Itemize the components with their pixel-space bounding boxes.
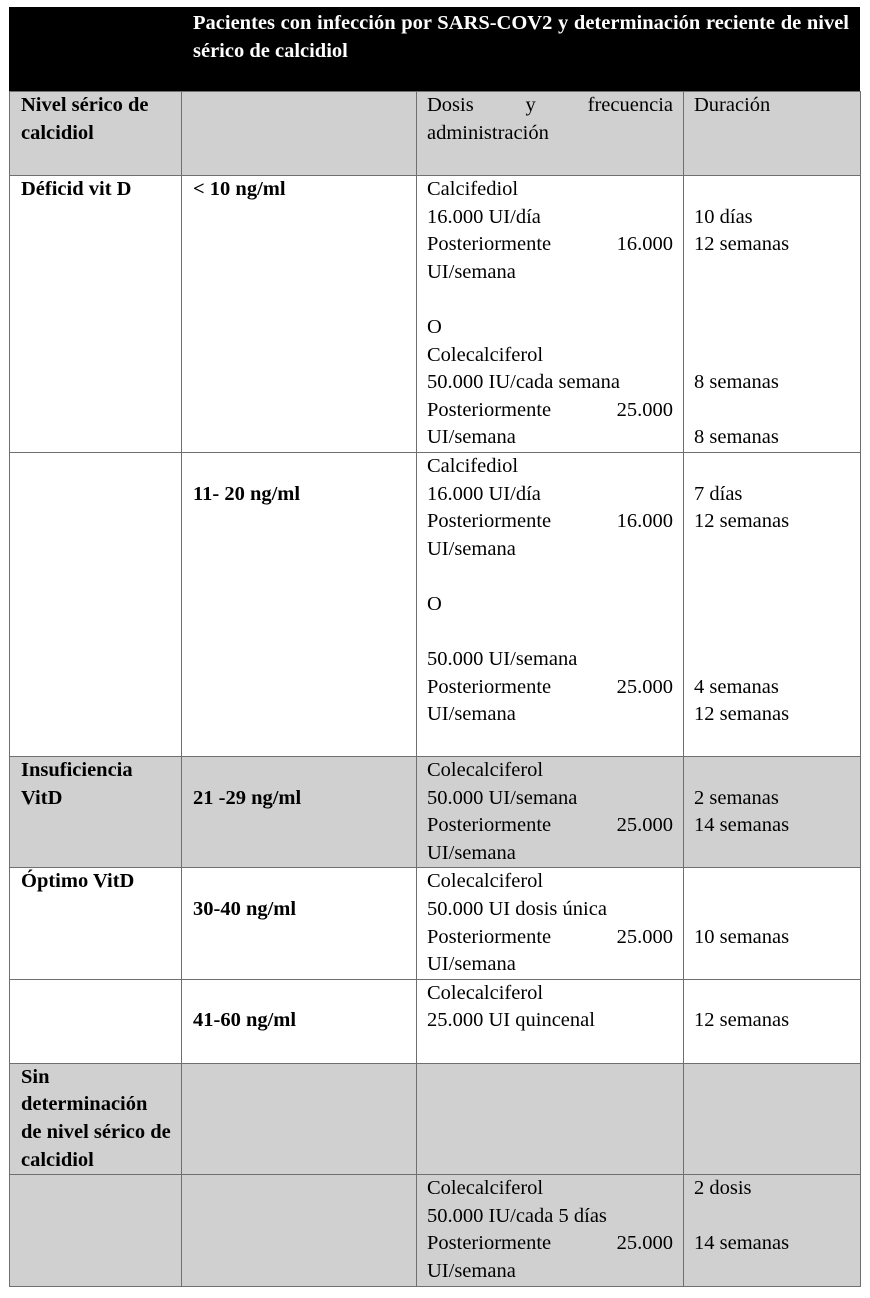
- duration-blank: [694, 619, 860, 647]
- dose-blank: [427, 563, 673, 591]
- duration-blank: [694, 286, 860, 314]
- empty-cell: [417, 1063, 684, 1174]
- dose-line-justified: [427, 1230, 673, 1258]
- dose-cell: [417, 1175, 684, 1287]
- dose-line: UI/semana: [427, 841, 516, 864]
- table-title: Pacientes con infección por SARS-COV2 y determinación reciente de nivel sérico de calcidiol: [193, 12, 849, 62]
- category-insufficiency: Insuficiencia VitD: [10, 757, 182, 868]
- dose-word: 25.000: [616, 1232, 673, 1255]
- dose-word: Posteriormente: [427, 675, 552, 698]
- range-cell: [182, 979, 417, 1063]
- table-row: [10, 176, 861, 453]
- empty-cell: [182, 1175, 417, 1287]
- duration-cell: [684, 453, 861, 757]
- dose-line: 50.000 UI dosis única: [427, 897, 607, 920]
- duration-line: 10 semanas: [694, 925, 790, 948]
- dose-line: Colecalciferol: [427, 759, 544, 781]
- empty-cell: [684, 1063, 861, 1174]
- dose-word: Posteriormente: [427, 510, 552, 533]
- table-row: [10, 868, 861, 979]
- dose-word: 25.000: [616, 925, 673, 948]
- empty-cell: [10, 1175, 182, 1287]
- empty-cell: [182, 1063, 417, 1174]
- dose-line-justified: [427, 231, 673, 259]
- dose-word: Posteriormente: [427, 814, 552, 837]
- dose-word: 25.000: [616, 814, 673, 837]
- table-row: [10, 453, 861, 757]
- dose-line-justified: [427, 397, 673, 425]
- dose-blank: [427, 286, 673, 314]
- duration-line: 7 días: [694, 482, 743, 505]
- duration-line: 2 dosis: [694, 1177, 752, 1200]
- dose-line: O: [427, 592, 442, 615]
- duration-line: 10 días: [694, 205, 753, 228]
- dose-line: 16.000 UI/día: [427, 205, 541, 228]
- range-21-29: 21 -29 ng/ml: [193, 786, 302, 809]
- dose-word: Posteriormente: [427, 233, 552, 256]
- duration-blank: [694, 1203, 860, 1231]
- dose-word: 25.000: [616, 398, 673, 421]
- duration-blank: [694, 536, 860, 564]
- dose-line: O: [427, 315, 442, 338]
- dose-cell: [417, 868, 684, 979]
- table-header-band: [9, 7, 860, 91]
- duration-cell: [684, 868, 861, 979]
- range-cell: [182, 757, 417, 868]
- duration-cell: [684, 757, 861, 868]
- dose-line-justified: [427, 812, 673, 840]
- category-no-determination: Sin determinación de nivel sérico de calcidiol: [10, 1063, 182, 1174]
- dose-line-justified: [427, 508, 673, 536]
- range-cell: [182, 453, 417, 757]
- column-header-row: [10, 92, 861, 176]
- duration-blank: [694, 314, 860, 342]
- dose-word: 16.000: [616, 510, 673, 533]
- dose-line: 50.000 UI/semana: [427, 648, 578, 671]
- duration-line: 12 semanas: [694, 510, 790, 533]
- dose-cell: [417, 757, 684, 868]
- category-empty: [10, 453, 182, 757]
- table-row: [10, 1175, 861, 1287]
- dose-word: Posteriormente: [427, 1232, 552, 1255]
- table-row: [10, 1063, 861, 1174]
- dose-word: 16.000: [616, 233, 673, 256]
- col-header-level: Nivel sérico de calcidiol: [10, 92, 182, 176]
- dose-line: UI/semana: [427, 1259, 516, 1282]
- dosing-grid: [9, 91, 861, 1287]
- category-optimal: Óptimo VitD: [10, 868, 182, 979]
- range-blank: [193, 980, 416, 1008]
- col-header-empty: [182, 92, 417, 176]
- dose-line: 50.000 UI/semana: [427, 786, 578, 809]
- duration-line: 8 semanas: [694, 371, 779, 394]
- dose-line: 50.000 IU/cada 5 días: [427, 1204, 607, 1227]
- dose-line-justified: [427, 924, 673, 952]
- duration-line: 4 semanas: [694, 675, 779, 698]
- duration-blank: [694, 342, 860, 370]
- range-blank: [193, 453, 416, 481]
- dose-line: 25.000 UI quincenal: [427, 1009, 595, 1032]
- table-row: [10, 757, 861, 868]
- range-blank: [193, 868, 416, 896]
- category-deficit: Déficid vit D: [10, 176, 182, 453]
- dose-word: Posteriormente: [427, 398, 552, 421]
- category-empty: [10, 979, 182, 1063]
- duration-blank: [694, 176, 860, 204]
- duration-line: 12 semanas: [694, 233, 790, 256]
- dose-line: Calcifediol: [427, 178, 519, 200]
- duration-line: 14 semanas: [694, 814, 790, 837]
- dose-line: 50.000 IU/cada semana: [427, 371, 620, 394]
- range-11-20: 11- 20 ng/ml: [193, 482, 301, 505]
- range-cell: [182, 868, 417, 979]
- duration-blank: [694, 980, 860, 1008]
- dose-line: UI/semana: [427, 537, 516, 560]
- duration-line: 2 semanas: [694, 786, 779, 809]
- duration-cell: [684, 979, 861, 1063]
- col-header-dose: Dosis y frecuencia administración: [417, 92, 684, 176]
- dose-line: Colecalciferol: [427, 870, 544, 893]
- dose-cell: [417, 176, 684, 453]
- dose-line: Colecalciferol: [427, 981, 544, 1004]
- dose-line-justified: [427, 674, 673, 702]
- col-header-duration: Duración: [684, 92, 861, 176]
- range-blank: [193, 757, 416, 785]
- duration-cell: [684, 1175, 861, 1287]
- duration-line: 12 semanas: [694, 703, 790, 726]
- duration-blank: [694, 259, 860, 287]
- duration-blank: [694, 868, 860, 896]
- dose-cell: [417, 979, 684, 1063]
- range-30-40: 30-40 ng/ml: [193, 897, 297, 920]
- dose-line: Colecalciferol: [427, 1177, 544, 1200]
- dose-line: UI/semana: [427, 703, 516, 726]
- duration-blank: [694, 896, 860, 924]
- dose-line: UI/semana: [427, 426, 516, 449]
- duration-blank: [694, 453, 860, 481]
- dose-word: 25.000: [616, 675, 673, 698]
- dose-line: UI/semana: [427, 953, 516, 976]
- duration-line: 8 semanas: [694, 426, 779, 449]
- dose-cell: [417, 453, 684, 757]
- table-row: [10, 979, 861, 1063]
- dose-line: Colecalciferol: [427, 343, 544, 366]
- duration-line: 14 semanas: [694, 1232, 790, 1255]
- duration-line: 12 semanas: [694, 1009, 790, 1032]
- dose-line: UI/semana: [427, 260, 516, 283]
- dose-blank: [427, 619, 673, 647]
- duration-cell: [684, 176, 861, 453]
- dose-line: 16.000 UI/día: [427, 482, 541, 505]
- duration-blank: [694, 397, 860, 425]
- duration-blank: [694, 646, 860, 674]
- dose-line: Calcifediol: [427, 455, 519, 477]
- range-lt10: < 10 ng/ml: [182, 176, 417, 453]
- duration-blank: [694, 591, 860, 619]
- range-41-60: 41-60 ng/ml: [193, 1009, 297, 1032]
- duration-blank: [694, 757, 860, 785]
- duration-blank: [694, 563, 860, 591]
- dose-word: Posteriormente: [427, 925, 552, 948]
